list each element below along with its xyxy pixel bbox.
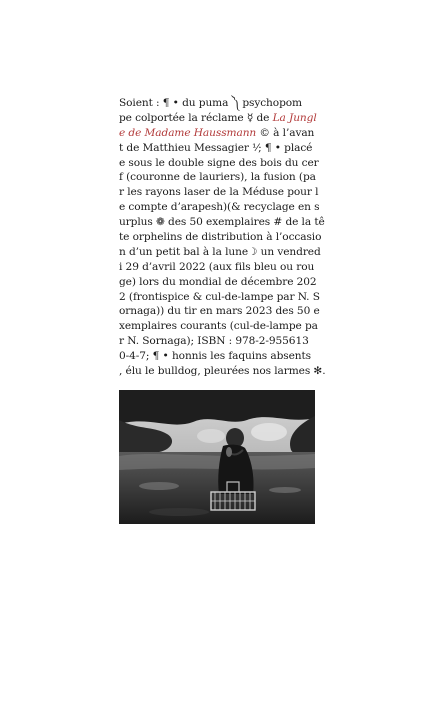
colophon-line-14: 2 (frontispice & cul-de-lampe par N. S: [119, 290, 320, 303]
colophon-line-8: e compte d’arapesh)(& recyclage en s: [119, 201, 320, 214]
colophon-line-15: ornaga)) du tir en mars 2023 des 50 e: [119, 305, 320, 318]
colophon-line-13: ge) lors du mondial de décembre 202: [119, 275, 317, 288]
colophon-line-7: r les rayons laser de la Méduse pour l: [119, 186, 319, 199]
colophon-line-3: [119, 126, 319, 141]
colophon-line-2-text: pe colportée la réclame ☿ de: [119, 111, 273, 124]
colophon-line-6: f (couronne de lauriers), la fusion (pa: [119, 171, 316, 184]
colophon-line-10: te orphelins de distribution à l’occasio: [119, 231, 322, 244]
colophon-line-16: xemplaires courants (cul-de-lampe pa: [119, 320, 318, 333]
colophon-line-12: i 29 d’avril 2022 (aux fils bleu ou rou: [119, 260, 315, 273]
photo-illustration: [119, 390, 315, 524]
colophon-line-2: [119, 111, 319, 126]
colophon-line-4: t de Matthieu Messagier ⅟; ¶ • placé: [119, 141, 313, 154]
book-title-part-1: La Jungl: [272, 111, 317, 124]
colophon-line-9: urplus ❁ des 50 exemplaires # de la tê: [119, 216, 325, 229]
book-title-part-2: e de Madame Haussmann: [119, 126, 257, 139]
colophon-line-19: , élu le bulldog, pleurées nos larmes ✻.: [119, 365, 326, 378]
colophon-line-18: 0-4-7; ¶ • honnis les faquins absents: [119, 350, 312, 363]
frontispiece-photo: [119, 390, 315, 524]
colophon-line-1: Soient : ¶ • du puma ༽ psychopom: [119, 97, 302, 109]
colophon-line-3-text: © à l’avan: [256, 126, 315, 139]
colophon-line-5: e sous le double signe des bois du cer: [119, 156, 319, 169]
colophon-line-11: n d’un petit bal à la lune☽ un vendred: [119, 245, 321, 258]
colophon-text: [119, 96, 326, 379]
colophon-line-17: r N. Sornaga); ISBN : 978-2-955613: [119, 335, 309, 348]
